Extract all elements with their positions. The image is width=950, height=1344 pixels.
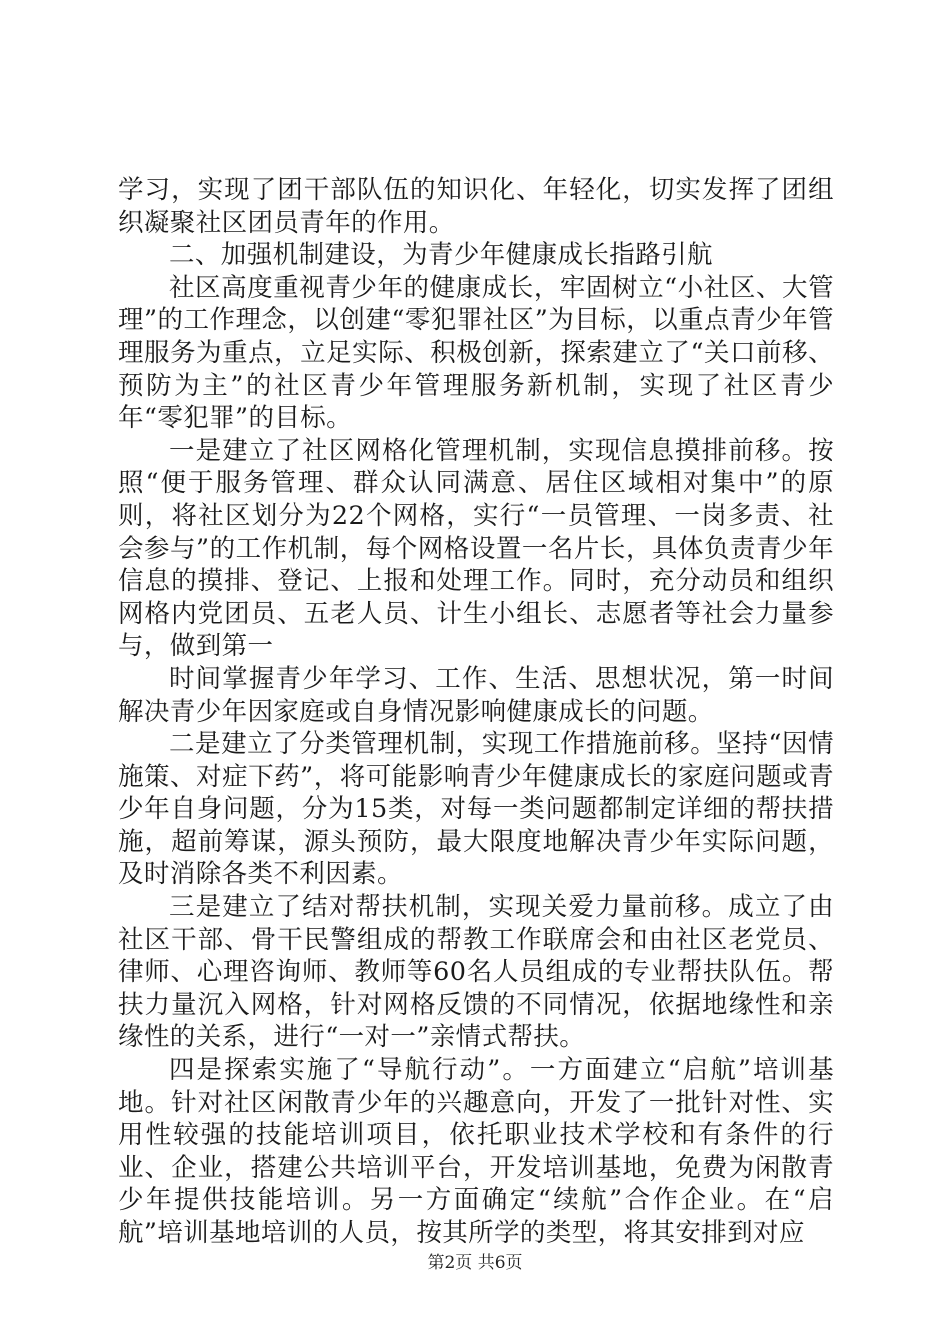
page-number-footer: 第2页 共6页	[427, 1253, 523, 1273]
paragraph-4: 一是建立了社区网格化管理机制，实现信息摸排前移。按照“便于服务管理、群众认同满意、居住区域相对集中”的原则，将社区划分为22个网格，实行“一员管理、一岗多责、社会参与”的工作机制，每个网格设置一名片长，具体负责青少年信息的摸排、登记、上报和处理工作。同时，充分动员和组织网格内党团员、五老人员、计生小组长、志愿者等社会力量参与，做到第一	[118, 435, 834, 662]
document-body	[118, 174, 834, 1250]
paragraph-3: 社区高度重视青少年的健康成长，牢固树立“小社区、大管理”的工作理念，以创建“零犯罪社区”为目标，以重点青少年管理服务为重点，立足实际、积极创新，探索建立了“关口前移、预防为主”的社区青少年管理服务新机制，实现了社区青少年“零犯罪”的目标。	[118, 272, 834, 434]
section-heading: 二、加强机制建设，为青少年健康成长指路引航	[169, 240, 713, 271]
paragraph-1: 学习，实现了团干部队伍的知识化、年轻化，切实发挥了团组织凝聚社区团员青年的作用。	[118, 175, 834, 238]
paragraph-5: 时间掌握青少年学习、工作、生活、思想状况，第一时间解决青少年因家庭或自身情况影响健康成长的问题。	[118, 663, 834, 727]
paragraph-6: 二是建立了分类管理机制，实现工作措施前移。坚持“因情施策、对症下药”，将可能影响青少年健康成长的家庭问题或青少年自身问题，分为15类，对每一类问题都制定详细的帮扶措施，超前筹谋，源头预防，最大限度地解决青少年实际问题，及时消除各类不利因素。	[118, 729, 834, 890]
paragraph-8: 四是探索实施了“导航行动”。一方面建立“启航”培训基地。针对社区闲散青少年的兴趣意向，开发了一批针对性、实用性较强的技能培训项目，依托职业技术学校和有条件的行业、企业，搭建公共培训平台，开发培训基地，免费为闲散青少年提供技能培训。另一方面确定“续航”合作企业。在“启航”培训基地培训的人员，按其所学的类型，将其安排到对应	[118, 1055, 834, 1248]
paragraph-7: 三是建立了结对帮扶机制，实现关爱力量前移。成立了由社区干部、骨干民警组成的帮教工作联席会和由社区老党员、律师、心理咨询师、教师等60名人员组成的专业帮扶队伍。帮扶力量沉入网格，针对网格反馈的不同情况，依据地缘性和亲缘性的关系，进行“一对一”亲情式帮扶。	[118, 892, 834, 1053]
